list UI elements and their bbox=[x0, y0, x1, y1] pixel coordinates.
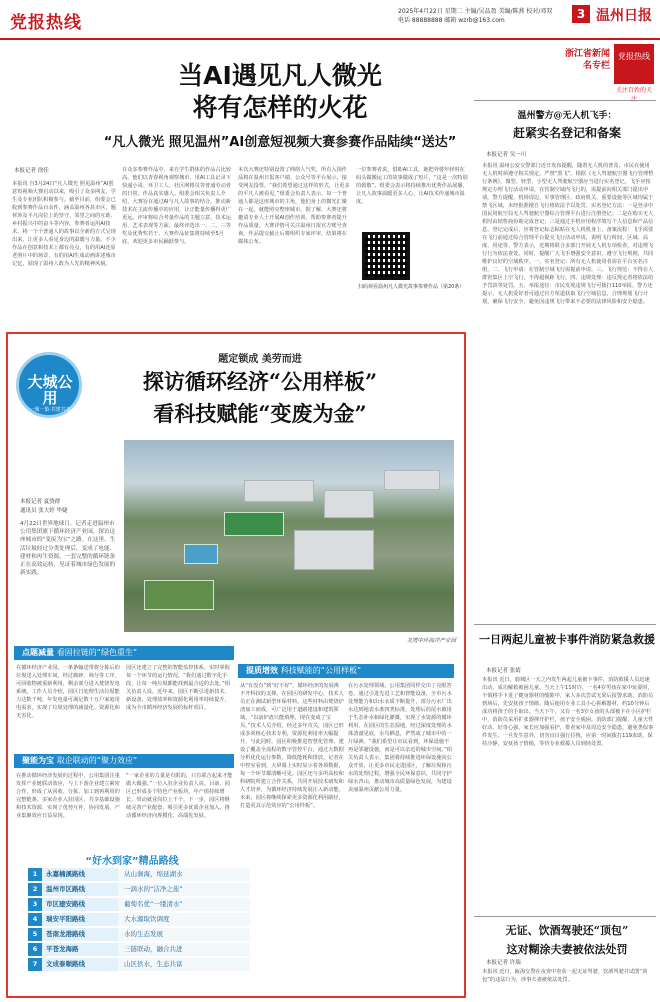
route-row bbox=[28, 898, 250, 911]
hotline-text: 电话 88888888 邮箱 wzrb@163.com bbox=[398, 17, 505, 24]
routes-table bbox=[28, 868, 250, 973]
page-header bbox=[0, 0, 660, 40]
right-top-title-line-1: 温州警方@无人机飞手： bbox=[517, 111, 617, 121]
section-1-sub: 看固拉链的“绿色重生” bbox=[56, 648, 138, 657]
headline-line-1: 当AI遇见凡人微光 bbox=[178, 61, 382, 90]
divider bbox=[474, 624, 656, 625]
route-number: 1 bbox=[28, 868, 42, 881]
section-bar-2 bbox=[238, 664, 454, 678]
section-1-label: 点题减量 bbox=[22, 648, 54, 657]
feature-byline: 本报记者 夏骁群 通讯员 张大婷 毕婕 bbox=[20, 499, 68, 514]
page-number: 3 bbox=[572, 5, 590, 23]
route-name: 瑞安平阳路线 bbox=[42, 913, 118, 926]
photo-caption: 龙湾中环海洋产业园 bbox=[406, 638, 456, 644]
route-name: 市区建安路线 bbox=[42, 898, 118, 911]
section-2-label: 提质增效 bbox=[246, 666, 278, 675]
feature-title-line-1: 探访循环经济“公用样板” bbox=[142, 369, 378, 394]
route-name: 文成泰顺路线 bbox=[42, 958, 118, 971]
top-article-col-2: 在众多参赛作品中，来自学生群体的作品占比较高。他们以青春视角观察城市，用AI工具记录下快递小哥、环卫工人、社区网格员等普通劳动者的日常，作品真实感人。组委会相关负责人介绍，大赛旨在通过AI与凡人故事的结合，推动新技术在主流传播中的应用，让正能量传播得更广更远。评审将综合考量作品的主题立意、技术运用、艺术表现等方面，最终评选出一、二、三等奖及优秀奖若干。大赛作品征集将持续至5月底，欢迎更多市民踊跃参与。 bbox=[122, 167, 231, 245]
badge-title: 大城公用 bbox=[27, 373, 73, 407]
route-number: 6 bbox=[28, 943, 42, 956]
right-mid-title: 一日两起儿童被卡事件消防紧急救援 bbox=[479, 633, 655, 646]
right-top-byline: 本报记者 吴一川 bbox=[486, 152, 527, 158]
route-name: 温州市区路线 bbox=[42, 883, 118, 896]
route-desc: 水的生态发展 bbox=[118, 928, 250, 941]
route-number: 3 bbox=[28, 898, 42, 911]
route-desc: 大水源取饮调度 bbox=[118, 913, 250, 926]
right-bottom-title bbox=[478, 922, 656, 957]
route-desc: 一滴水的“洁净之旅” bbox=[118, 883, 250, 896]
route-desc: 从山涧海，绵延湖水 bbox=[118, 868, 250, 881]
top-subtitle: “凡人微光 照见温州”AI创意短视频大赛参赛作品陆续“送达” bbox=[103, 135, 457, 150]
routes-title: “好水到家”精品路线 bbox=[85, 856, 179, 867]
section-bar-1 bbox=[14, 646, 234, 660]
right-top-title-line-2: 赶紧实名登记和备案 bbox=[512, 126, 621, 140]
route-desc: 三链联动，融合共进 bbox=[118, 943, 250, 956]
brand-slogan: 关注百姓的关 bbox=[615, 87, 652, 94]
right-bottom-body: 本报讯 近日，瓯海交警在夜查中查获一起无证驾驶、饮酒驾驶并试图“顶包”的违法行为，涉事夫妻被依法处罚。 bbox=[482, 969, 648, 983]
section-1-col-1: 在循环经济产业园，一条条输送带将分拣后的垃圾送入处理车间，经过破碎、筛分等工序，可回收物被重新利用，剩余部分进入焚烧发电系统。工作人员介绍，园区日处理生活垃圾能力达数千吨，年发电量可满足数十万户家庭用电需求，实现了垃圾处理的减量化、资源化和无害化。 bbox=[16, 665, 120, 719]
section-2-sub: 科技赋能的“公用样板” bbox=[280, 666, 362, 675]
route-row bbox=[28, 868, 250, 881]
date-line bbox=[398, 7, 568, 25]
headline-line-2: 将有怎样的火花 bbox=[192, 93, 368, 122]
section-3-sub: 取企联动的“聚力效应” bbox=[56, 756, 138, 765]
route-number: 5 bbox=[28, 928, 42, 941]
top-article-col-4: 一位参赛者说，借助AI工具，她把外婆年轻时在码头做搬运工的故事做成了短片，“这是一次特别的致敬”。组委会表示将持续推出优秀作品展播，让凡人故事温暖更多人心，让AI技术传递城市温度。 bbox=[356, 167, 468, 205]
top-article-col-3: 本次大赛还特别设置了网络人气奖，所有入围作品将在温州日报客户端、公众号等平台展示，接受网友投票。“我们希望通过这样的形式，让更多的平凡人被看见。”组委会负责人表示，每一个普通人都是这座城市的主角，他们身上的微光汇聚在一起，就能照亮整座城市。据了解，大赛还将邀请专业人士开展AI创作培训，帮助参赛者提升作品质量。大赛详情可关注温州日报官方账号查询，作品提交截止后将组织专家评审，结果将在媒体公布。 bbox=[238, 167, 350, 245]
section-2-col-2: 在污水处理领域，公用集团同样交出了亮眼答卷。通过引进先进工艺和智能设备，全市污水处理能力和出水水质不断提升，部分污水厂出水达到地表水准四类标准，处理后的尾水被用于生态补水和绿化灌溉，实现了水资源的循环利用。在园区的生态湿地，经过深度处理的水体清澈见底，水鸟栖息，俨然成了城市中的一片绿洲。“我们希望让市民看到，环保设施不再是邻避设施，而是可以亲近的城市空间。”相关负责人表示，集团将持续推进环保设施向公众开放，让更多市民走进园区，了解垃圾和污水的处理过程，增强全民环保意识，共同守护绿水青山，推动城市高质量绿色发展，为建设美丽温州贡献公用力量。 bbox=[348, 683, 452, 793]
feature-photo bbox=[124, 440, 454, 632]
top-article-col-1: 本报讯 自3月24日“凡人微光 照见温州”AI创意短视频大赛启动以来，吸引了众多网友、学生及专业团队积极参与。截至目前，组委会已收到参赛作品百余件，涵盖温州各县市区，题材涉及平凡岗位上的坚守、邻里之间的互助、乡村振兴中的奋斗等内容。参赛者运用AI技术，将一个个普通人的故事以全新的方式呈现出来，让更多人看见身边的温暖与力量。不少作品在创意和技术上都有亮点，有的用AI还原老照片中的场景，有的用AI生成动画讲述城市记忆，展现了温州人敢为人先的精神风貌。 bbox=[12, 181, 116, 267]
route-name: 苍南龙港路线 bbox=[42, 928, 118, 941]
route-name: 平苍龙海路 bbox=[42, 943, 118, 956]
paper-logo: 温州日报 bbox=[596, 8, 652, 24]
qr-code bbox=[362, 232, 410, 280]
badge-subtitle: 一城一策·共建共享 bbox=[29, 407, 71, 413]
route-number: 7 bbox=[28, 958, 42, 971]
right-bottom-title-line-1: 无证、饮酒驾驶还“顶包” bbox=[505, 924, 629, 937]
route-row bbox=[28, 913, 250, 926]
route-number: 4 bbox=[28, 913, 42, 926]
route-desc: 山区供水，生态共富 bbox=[118, 958, 250, 971]
right-mid-body: 本报讯 近日，鹿城区一天之内发生两起儿童被卡事件，消防救援人员迅速出动，成功解救被困儿童。当天上午11时许，一名4岁男孩在家中玩耍时，不慎将手卡进了健身器材的缝隙中，家人多次尝试无果后报警求助。消防员到场后，先安抚孩子情绪，随后使用专业工具小心拆解器材，约10分钟后成功将孩子的手取出。当天下午，又有一名3岁女孩的头部被卡在小区护栏中，消防员采用扩张器撑开护栏，孩子安全脱困。消防部门提醒，儿童天性好动、好奇心强，家长应加强看护，排查家中及周边安全隐患，避免类似事件发生。一旦发生意外，切勿盲目强行拉拽，应第一时间拨打119求助，保持冷静，安抚孩子情绪，等待专业救援人员到场处置。 bbox=[482, 677, 654, 747]
feature-title-line-2: 看科技赋能“变废为金” bbox=[153, 401, 367, 426]
date-text: 2025年4月22日 星期二 主编/吴品盈 美编/陈燕 校对/邓双 bbox=[398, 8, 553, 15]
top-byline: 本报记者 徐佳 bbox=[14, 168, 49, 174]
route-number: 2 bbox=[28, 883, 42, 896]
qr-caption: 扫码观看温州凡人微光故事参赛作品（第20条） bbox=[358, 284, 465, 290]
column-logo: 党报热线 bbox=[614, 44, 654, 84]
route-row bbox=[28, 943, 250, 956]
right-top-body: 本报讯 温州公安交警部门近日发布提醒，随着无人机的普及，市民在使用无人机时须遵守相关规定，严禁“黑飞”。根据《无人驾驶航空器飞行管理暂行条例》，微型、轻型、小型无人驾驶航空器应当进行实名登记，飞手应按规定办理飞行活动申请。在管制空域内飞行的，需提前向相关部门提出申请。警方提醒，机场周边、军事管理区、政府机关、重要设施等区域均属于禁飞区域，未经批准擅自飞行将依法予以处罚。实名登记方法：一是登录中国民用航空局无人驾驶航空器综合管理平台进行注册登记；二是在购买无人机时由销售商协助完成登记；三是通过手机应用程序填写个人信息和产品信息。登记完成后，应将登记标志粘贴在无人机机身上。备案流程：飞手需要在飞行前通过综合管理平台提交飞行活动申请，说明飞行时间、区域、高度、用途等。警方表示，近期将联合多部门开展无人机专项检查，对违规飞行行为依法查处。同时，提醒广大飞手增强安全意识，遵守飞行规则，共同维护良好的空域秩序。一、实名登记：所有无人机使用者需在平台实名注册。二、飞行申请：在管制空域飞行需提前申请。三、飞行规范：不得在人群密集区上空飞行，不得超视距飞行。四、违规处理：违反规定者将依法给予罚款等处罚。五、举报途径：市民发现违规飞行可拨打110举报。警方还提示，无人机爱好者可通过官方渠道获取飞行空域信息，合理规划飞行计划，确保飞行安全，避免因违规飞行带来不必要的法律风险和安全隐患。 bbox=[482, 163, 654, 305]
right-top-title bbox=[478, 108, 656, 141]
top-headline bbox=[10, 60, 550, 124]
brand-box bbox=[560, 42, 656, 94]
brand-text: 浙江省新闻名专栏 bbox=[564, 49, 610, 71]
route-desc: 葡萄名优“一缕清水” bbox=[118, 898, 250, 911]
route-row bbox=[28, 958, 250, 971]
right-mid-byline: 本报记者 张婧 bbox=[486, 668, 521, 674]
section-3-label: 聚能为宝 bbox=[22, 756, 54, 765]
divider bbox=[474, 100, 656, 101]
right-bottom-title-line-2: 这对糊涂夫妻被依法处罚 bbox=[506, 943, 628, 956]
section-bar-3 bbox=[14, 754, 234, 768]
divider bbox=[474, 916, 656, 917]
section-1-col-2: 园区还建立了完整的智能监控体系，实时掌握每一个环节的运行情况。“我们通过数字化手段，让每一吨垃圾都能找到最合适的去处。”相关负责人说。近年来，园区不断引进新技术、新设备，处理效率和资源化利用率持续提升，成为全市循环经济发展的标杆项目。 bbox=[126, 665, 230, 711]
right-bottom-byline: 本报记者 许瑞 bbox=[486, 960, 521, 966]
section-name: 党报热线 bbox=[10, 13, 82, 33]
section-3-col-1: 在推动循环经济发展的过程中，公用集团注重发挥产业链联动效应，与上下游企业建立紧密合作，形成了从回收、分拣、加工到再利用的完整链条。多家企业入驻园区，共享基础设施和技术资源，实现了优势互补、协同发展，产业集聚效应日益显现。 bbox=[16, 773, 120, 819]
section-3-col-2: “一家企业的力量是有限的，只有联合起来才能做大做强。”一位入驻企业负责人说。目前，园区已形成多个特色产业板块，年产值持续增长，带动就业岗位上千个。下一步，园区将继续完善产业配套，吸引更多优质企业加入，推动循环经济向规模化、高端化发展。 bbox=[126, 773, 233, 819]
feature-kicker: 题定锁成 美劳而进 bbox=[218, 354, 302, 365]
route-row bbox=[28, 883, 250, 896]
route-name: 永嘉楠溪路线 bbox=[42, 868, 118, 881]
section-2-col-1: 从“有没有”到“好不好”，循环经济的发展离不开科技的支撑。在园区的研发中心，技术人员正在测试新型环保材料。这些材料由焚烧炉渣加工而成，可广泛用于道路建设和建筑领域。“以前炉渣只能填埋，现在变成了宝贝。”技术人员介绍，经过多年攻关，园区已形成多项核心技术专利，资源化利用率大幅提升。与此同时，园区积极推进智慧化管理，建设了覆盖全流程的数字管控平台，通过大数据分析优化运行参数，降低能耗和排放。记者在中控室看到，大屏幕上实时显示着各项数据，每一个环节都清晰可见。园区还与多所高校和科研院所建立合作关系，共同开展技术研发和人才培养，为循环经济持续发展注入新动能。未来，园区将继续探索更多资源化利用路径，打造更具示范效应的“公用样板”。 bbox=[240, 683, 344, 809]
feature-lead: 4月22日世界地球日，记者走进温州市公用集团旗下循环经济产业园，探访这座城市的“变废为宝”之路。在这里，生活垃圾经过分类处理后，变成了电能、建材和再生资源，一套完整的循环链条正在高效运转，见证着城市绿色发展的新实践。 bbox=[20, 521, 116, 577]
route-row bbox=[28, 928, 250, 941]
